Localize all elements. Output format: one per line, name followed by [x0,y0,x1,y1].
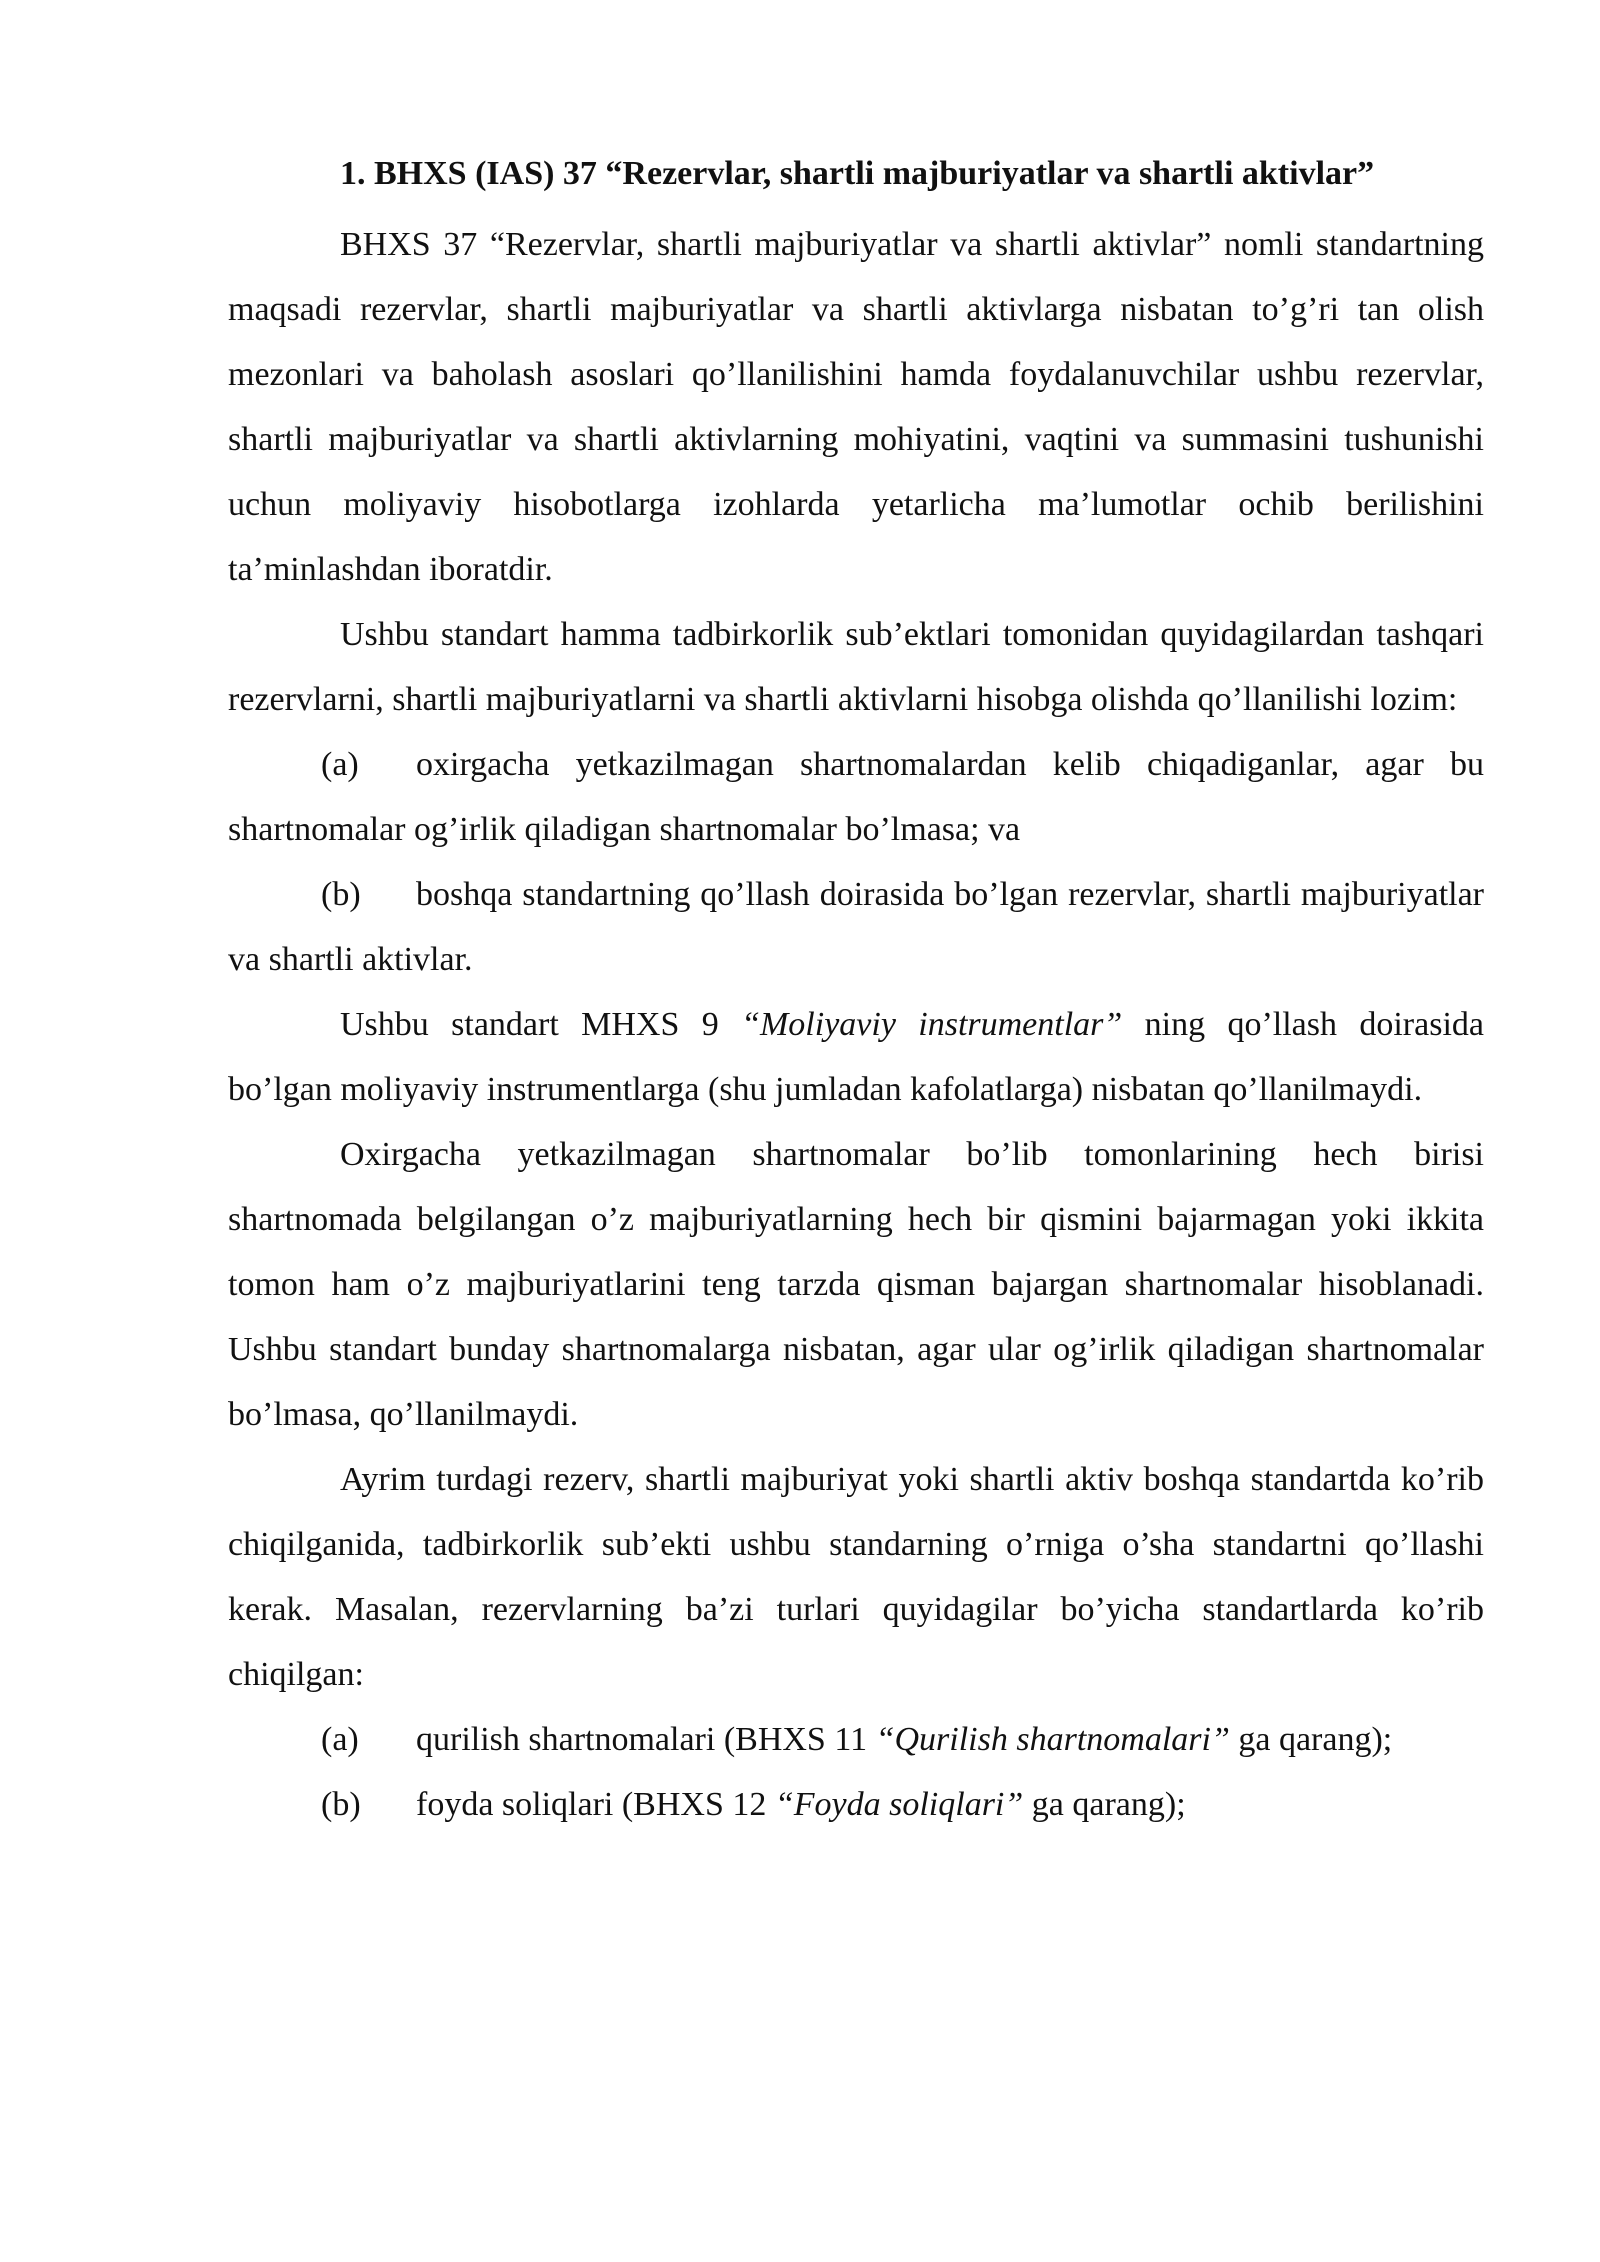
list-marker: (a) [321,746,359,783]
text-run: qurilish shartnomalari (BHXS 11 [416,1721,876,1758]
standard-title: “Moliyaviy instrumentlar” [741,1006,1123,1043]
list-item-income-taxes [228,1772,1484,1837]
list-item-scope-a [228,732,1484,862]
paragraph-other-standards: Ayrim turdagi rezerv, shartli majburiyat yoki shartli aktiv boshqa standartda ko’rib chiqilganida, tadbirkorlik sub’ekti ushbu standarning o’rniga o’sha standartni qo’llashi kerak. Masalan, rezervlarning ba’zi turlari quyidagilar bo’yicha standartlarda ko’rib chiqilgan: [228,1461,1484,1693]
list-marker: (b) [321,1786,361,1823]
paragraph-scope: Ushbu standart hamma tadbirkorlik sub’ektlari tomonidan quyidagilardan tashqari rezervlarni, shartli majburiyatlarni va shartli aktivlarni hisobga olishda qo’llanilishi lozim: [228,616,1484,718]
text-run: ga qarang); [1023,1786,1186,1823]
list-item-text: oxirgacha yetkazilmagan shartnomalardan kelib chiqadiganlar, agar bu shartnomalar og’irlik qiladigan shartnomalar bo’lmasa; va [228,746,1484,848]
paragraph-executory-contracts: Oxirgacha yetkazilmagan shartnomalar bo’lib tomonlarining hech birisi shartnomada belgilangan o’z majburiyatlarning hech bir qismini bajarmagan yoki ikkita tomon ham o’z majburiyatlarini teng tarzda qisman bajargan shartnomalar hisoblanadi. Ushbu standart bunday shartnomalarga nisbatan, agar ular og’irlik qiladigan shartnomalar bo’lmasa, qo’llanilmaydi. [228,1136,1484,1433]
standard-title: “Qurilish shartnomalari” [875,1721,1230,1758]
document-page [228,150,1484,1837]
section-heading: 1. BHXS (IAS) 37 “Rezervlar, shartli majburiyatlar va shartli aktivlar” [340,155,1375,192]
list-marker: (a) [321,1721,359,1758]
standard-title: “Foyda soliqlari” [774,1786,1024,1823]
list-item-scope-b [228,862,1484,992]
list-item-text: boshqa standartning qo’llash doirasida bo’lgan rezervlar, shartli majburiyatlar va shartli aktivlar. [228,876,1484,978]
text-run: foyda soliqlari (BHXS 12 [416,1786,775,1823]
text-run: ning qo’llash doirasida bo’lgan moliyaviy instrumentlarga (shu jumladan kafolatlarga) nisbatan qo’llanilmaydi. [228,1006,1484,1108]
list-item-construction [228,1707,1484,1772]
list-marker: (b) [321,876,361,913]
text-run: ga qarang); [1229,1721,1393,1758]
paragraph-financial-instruments [228,992,1484,1122]
paragraph-purpose: BHXS 37 “Rezervlar, shartli majburiyatlar va shartli aktivlar” nomli standartning maqsadi rezervlar, shartli majburiyatlar va shartli aktivlarga nisbatan to’g’ri tan olish mezonlari va baholash asoslari qo’llanilishini hamda foydalanuvchilar ushbu rezervlar, shartli majburiyatlar va shartli aktivlarning mohiyatini, vaqtini va summasini tushunishi uchun moliyaviy hisobotlarga izohlarda yetarlicha ma’lumotlar ochib berilishini ta’minlashdan iboratdir. [228,226,1484,588]
text-run: Ushbu standart MHXS 9 [340,1006,742,1043]
